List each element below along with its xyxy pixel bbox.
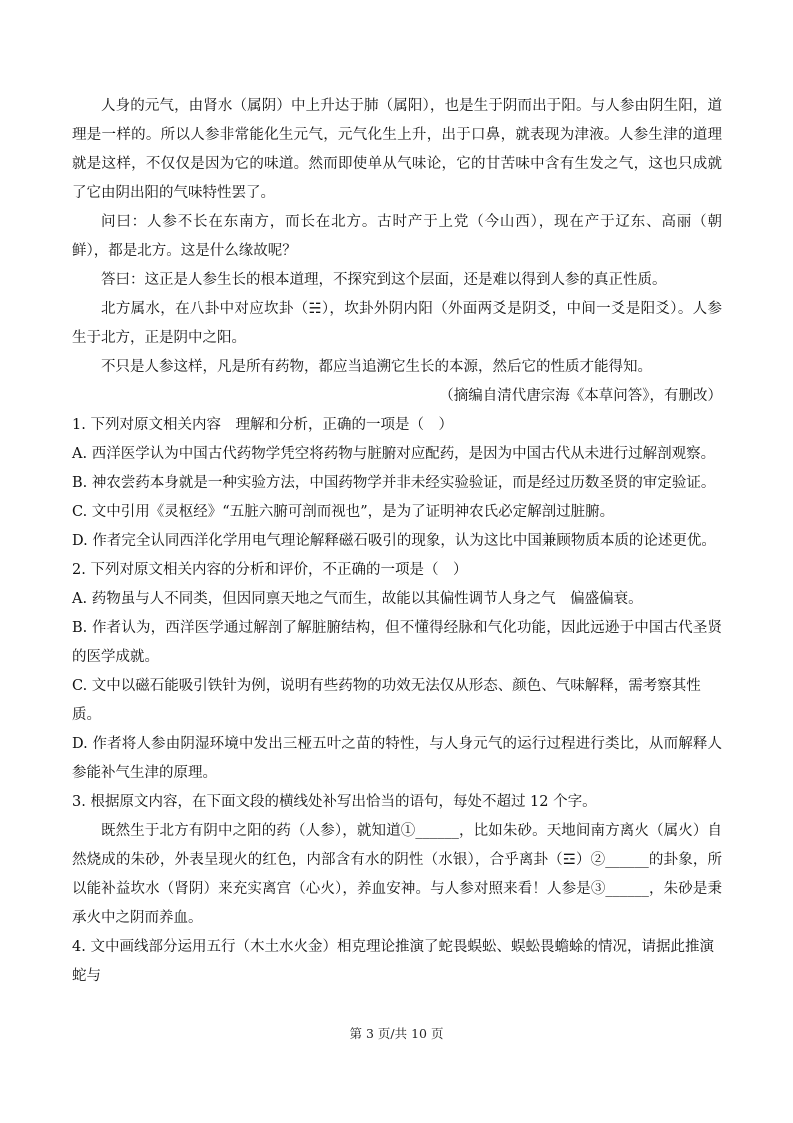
passage-paragraph-2: 问曰：人参不长在东南方，而长在北方。古时产于上党（今山西），现在产于辽东、高丽（朝鲜），都是北方。这是什么缘故呢？ bbox=[72, 214, 722, 259]
question-2-option-a: A. 药物虽与人不同类，但因同禀天地之气而生，故能以其偏性调节人身之气 偏盛偏衰。 bbox=[72, 591, 643, 607]
passage-paragraph-5: 不只是人参这样，凡是所有药物，都应当追溯它生长的本源，然后它的性质才能得知。 bbox=[101, 359, 652, 375]
question-2-stem: 2. 下列对原文相关内容的分析和评价，不正确的一项是（ ） bbox=[72, 562, 468, 578]
question-3-body: 既然生于北方有阴中之阳的药（人参），就知道①______，比如朱砂。天地间南方离火（属火）自然烧成的朱砂，外表呈现火的红色，内部含有水的阴性（水银），合乎离卦（☲）②______的卦象，所以能补益坎水（肾阴）来充实离宫（心火），养血安神。与人参对照来看！人参是③______，朱砂是秉承火中之阴而养血。 bbox=[72, 823, 722, 926]
question-3-stem: 3. 根据原文内容，在下面文段的横线处补写出恰当的语句，每处不超过 12 个字。 bbox=[72, 794, 597, 810]
question-4-stem: 4. 文中画线部分运用五行（木土水火金）相克理论推演了蛇畏蜈蚣、蜈蚣畏蟾蜍的情况，请据此推演蛇与 bbox=[72, 939, 714, 984]
question-2-option-d: D. 作者将人参由阴湿环境中发出三桠五叶之苗的特性，与人身元气的运行过程进行类比，从而解释人参能补气生津的原理。 bbox=[72, 736, 722, 781]
question-2-option-b: B. 作者认为，西洋医学通过解剖了解脏腑结构，但不懂得经脉和气化功能，因此远逊于中国古代圣贤的医学成就。 bbox=[72, 620, 722, 665]
question-1-option-a: A. 西洋医学认为中国古代药物学凭空将药物与脏腑对应配药，是因为中国古代从未进行过解剖观察。 bbox=[72, 446, 716, 462]
passage-paragraph-4: 北方属水，在八卦中对应坎卦（☵），坎卦外阴内阳（外面两爻是阴爻，中间一爻是阳爻）。人参生于北方，正是阴中之阳。 bbox=[72, 301, 722, 346]
passage-paragraph-3: 答曰：这正是人参生长的根本道理，不探究到这个层面，还是难以得到人参的真正性质。 bbox=[101, 272, 667, 288]
question-1-option-b: B. 神农尝药本身就是一种实验方法，中国药物学并非未经实验验证，而是经过历数圣贤的审定验证。 bbox=[72, 475, 716, 491]
page-content bbox=[72, 92, 722, 991]
question-1-option-d: D. 作者完全认同西洋化学用电气理论解释磁石吸引的现象，认为这比中国兼顾物质本质的论述更优。 bbox=[72, 533, 716, 549]
passage-paragraph-1: 人身的元气，由肾水（属阴）中上升达于肺（属阳），也是生于阴而出于阳。与人参由阴生阳，道理是一样的。所以人参非常能化生元气，元气化生上升，出于口鼻，就表现为津液。人参生津的道理就是这样，不仅仅是因为它的味道。然而即使单从气味论，它的甘苦味中含有生发之气，这也只成就了它由阴出阳的气味特性罢了。 bbox=[72, 98, 722, 201]
question-2-option-c: C. 文中以磁石能吸引铁针为例，说明有些药物的功效无法仅从形态、颜色、气味解释，需考察其性质。 bbox=[72, 678, 701, 723]
question-1-option-c: C. 文中引用《灵枢经》“五脏六腑可剖而视也”，是为了证明神农氏必定解剖过脏腑。 bbox=[72, 504, 615, 520]
question-1-stem: 1. 下列对原文相关内容 理解和分析，正确的一项是（ ） bbox=[72, 417, 453, 433]
page-footer: 第 3 页/共 10 页 bbox=[349, 1026, 444, 1041]
passage-source: （摘编自清代唐宗海《本草问答》，有删改） bbox=[439, 388, 722, 404]
